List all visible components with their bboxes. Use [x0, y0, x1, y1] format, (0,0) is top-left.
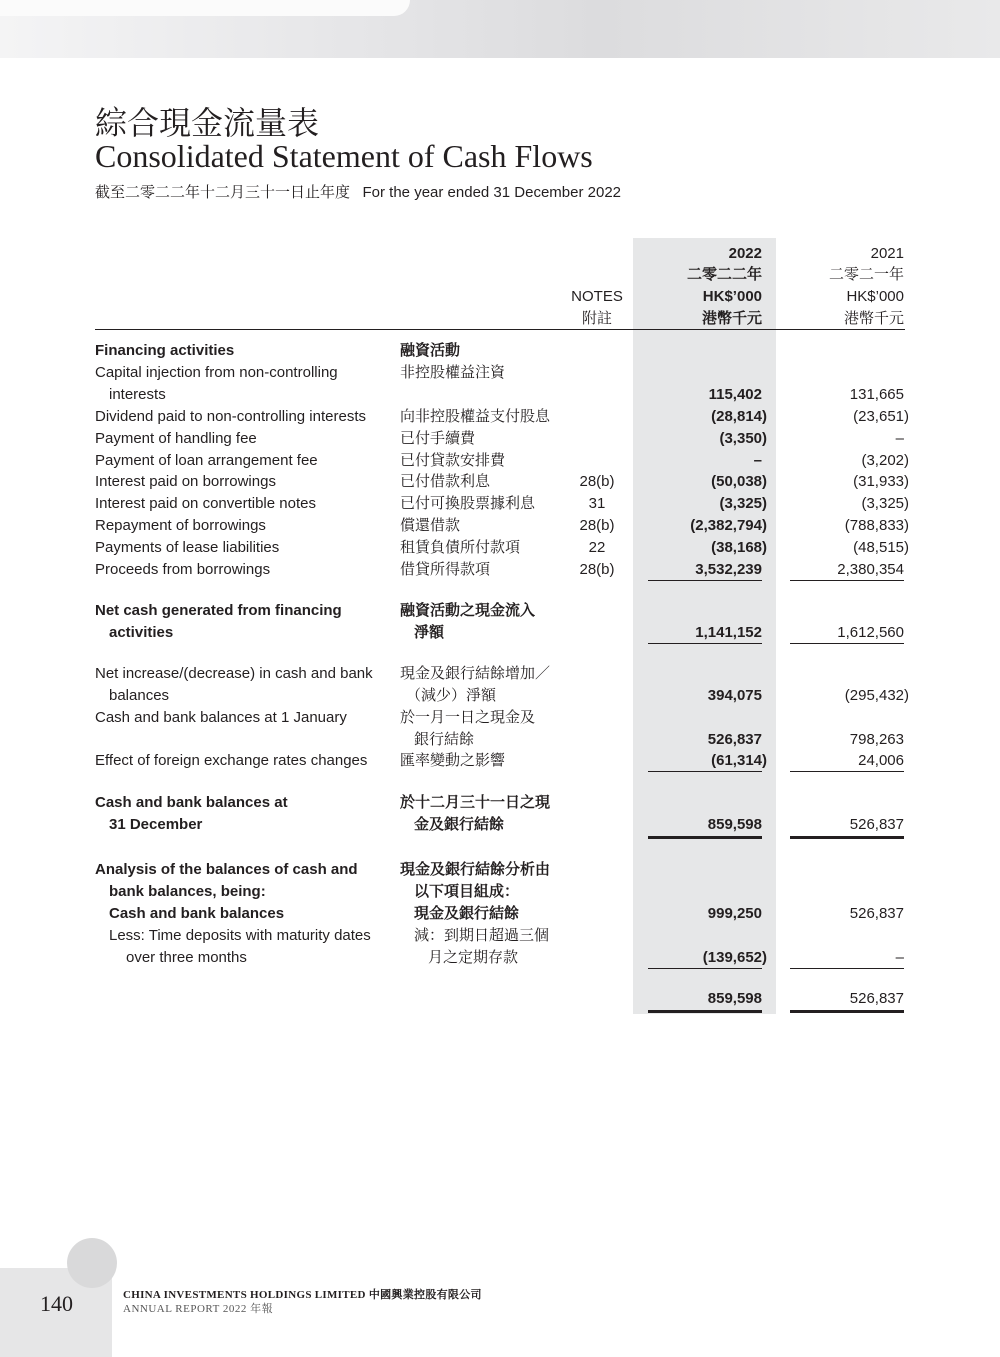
row-value-2021: 526,837 — [849, 905, 904, 922]
row-label-en: activities — [109, 624, 174, 641]
subtotal-rule-2022 — [648, 771, 762, 772]
row-label-en: Net cash generated from financing — [95, 602, 342, 619]
row-value-2022: 999,250 — [707, 905, 762, 922]
footer-company-name: CHINA INVESTMENTS HOLDINGS LIMITED 中國興業控股有限公司 — [123, 1289, 482, 1301]
row-label-zh: 於十二月三十一日之現 — [400, 794, 551, 811]
row-label-zh: 現金及銀行結餘分析由 — [400, 861, 551, 878]
row-value-2022: (2,382,794) — [690, 517, 767, 534]
header-2022-unit-zh: 港幣千元 — [701, 310, 762, 327]
row-value-2021: 131,665 — [849, 386, 904, 403]
row-value-2022: (50,038) — [711, 473, 767, 490]
subtotal-rule-2022 — [648, 968, 762, 969]
header-rule — [95, 329, 905, 330]
row-label-zh: 銀行結餘 — [414, 731, 475, 748]
header-notes-zh: 附註 — [581, 310, 612, 327]
row-value-2021: (3,325) — [861, 495, 909, 512]
row-value-2022: 859,598 — [707, 816, 762, 833]
row-label-zh: 減：到期日超過三個 — [414, 927, 550, 944]
row-note: 28(b) — [579, 473, 615, 490]
row-value-2022: 526,837 — [707, 731, 762, 748]
row-label-en: Cash and bank balances at — [95, 794, 288, 811]
row-label-en: bank balances, being: — [109, 883, 266, 900]
top-decorative-shape — [0, 0, 410, 16]
header-2022-year-zh: 二零二二年 — [686, 266, 762, 283]
row-label-en: Interest paid on convertible notes — [95, 495, 316, 512]
subtotal-rule-2021 — [790, 643, 904, 644]
row-value-2022: – — [753, 452, 762, 469]
row-label-zh: 融資活動 — [400, 342, 461, 359]
row-label-zh: 月之定期存款 — [428, 949, 519, 966]
row-value-2021: (23,651) — [853, 408, 909, 425]
row-label-en: Payment of loan arrangement fee — [95, 452, 318, 469]
header-notes: NOTES — [571, 288, 623, 305]
page-number: 140 — [40, 1291, 73, 1316]
header-2021-unit: HK$’000 — [846, 288, 904, 305]
row-value-2022: 3,532,239 — [695, 561, 762, 578]
subtotal-rule-2022 — [648, 643, 762, 644]
row-label-en: Financing activities — [95, 342, 235, 359]
row-value-2022: (28,814) — [711, 408, 767, 425]
row-value-2022: 115,402 — [708, 386, 762, 403]
row-value-2021: (3,202) — [861, 452, 909, 469]
row-value-2022: 394,075 — [707, 687, 762, 704]
header-2021-year: 2021 — [870, 245, 904, 262]
row-value-2022: (3,325) — [719, 495, 767, 512]
row-value-2022: 859,598 — [707, 990, 762, 1007]
row-value-2021: 798,263 — [849, 731, 904, 748]
row-label-en: Capital injection from non-controlling — [95, 364, 338, 381]
row-label-en: Dividend paid to non-controlling interests — [95, 408, 366, 425]
row-label-zh: 償還借款 — [400, 517, 461, 534]
row-label-en: Payments of lease liabilities — [95, 539, 280, 556]
row-label-zh: 非控股權益注資 — [400, 364, 506, 381]
row-value-2021: (788,833) — [844, 517, 909, 534]
row-label-zh: 現金及銀行結餘 — [414, 905, 520, 922]
row-note: 28(b) — [579, 517, 615, 534]
row-value-2022: (38,168) — [711, 539, 767, 556]
row-label-zh: 匯率變動之影響 — [400, 752, 506, 769]
total-double-rule-2022 — [648, 836, 762, 839]
row-label-en: Proceeds from borrowings — [95, 561, 271, 578]
row-label-en: Effect of foreign exchange rates changes — [95, 752, 368, 769]
row-note: 28(b) — [579, 561, 615, 578]
row-value-2021: 526,837 — [849, 990, 904, 1007]
row-label-en: interests — [109, 386, 166, 403]
row-label-en: Interest paid on borrowings — [95, 473, 276, 490]
row-value-2021: (31,933) — [853, 473, 909, 490]
row-value-2021: (48,515) — [853, 539, 909, 556]
row-value-2021: 1,612,560 — [837, 624, 904, 641]
total-double-rule-2021 — [790, 836, 904, 839]
row-label-zh: 以下項目組成： — [414, 883, 520, 900]
header-2021-unit-zh: 港幣千元 — [843, 310, 904, 327]
subtotal-rule-2021 — [790, 580, 904, 581]
subtotal-rule-2021 — [790, 771, 904, 772]
row-label-zh: 已付可換股票據利息 — [400, 495, 536, 512]
row-label-en: Cash and bank balances at 1 January — [95, 709, 347, 726]
row-label-en: 31 December — [109, 816, 203, 833]
footer-decorative-circle — [67, 1238, 117, 1288]
row-value-2021: 526,837 — [849, 816, 904, 833]
row-label-en: Cash and bank balances — [109, 905, 285, 922]
footer-report-name: ANNUAL REPORT 2022 年報 — [123, 1303, 274, 1315]
subtotal-rule-2021 — [790, 968, 904, 969]
total-double-rule-2022 — [648, 1010, 762, 1013]
row-label-en: Repayment of borrowings — [95, 517, 266, 534]
row-value-2021: 2,380,354 — [837, 561, 904, 578]
header-2022-unit: HK$’000 — [702, 288, 762, 305]
row-label-zh: 於一月一日之現金及 — [400, 709, 536, 726]
row-value-2022: 1,141,152 — [695, 624, 762, 641]
row-label-zh: 現金及銀行結餘增加／ — [400, 665, 551, 682]
row-value-2022: (3,350) — [719, 430, 767, 447]
subtotal-rule-2022 — [648, 580, 762, 581]
row-value-2022: (61,314) — [711, 752, 767, 769]
total-double-rule-2021 — [790, 1010, 904, 1013]
page-subtitle: 截至二零二二年十二月三十一日止年度 For the year ended 31 December 2022 — [95, 184, 621, 201]
row-label-en: Payment of handling fee — [95, 430, 257, 447]
row-label-zh: 已付貸款安排費 — [400, 452, 506, 469]
row-label-en: Less: Time deposits with maturity dates — [109, 927, 371, 944]
page-title-en: Consolidated Statement of Cash Flows — [95, 138, 593, 174]
row-note: 31 — [588, 495, 606, 512]
row-label-zh: 已付借款利息 — [400, 473, 491, 490]
header-2022-year: 2022 — [728, 245, 762, 262]
row-label-en: Net increase/(decrease) in cash and bank — [95, 665, 373, 682]
row-label-en: over three months — [126, 949, 247, 966]
row-value-2021: 24,006 — [858, 752, 904, 769]
row-label-en: Analysis of the balances of cash and — [95, 861, 358, 878]
row-label-en: balances — [109, 687, 170, 704]
row-label-zh: 借貸所得款項 — [400, 561, 491, 578]
row-label-zh: 向非控股權益支付股息 — [400, 408, 551, 425]
row-value-2021: (295,432) — [844, 687, 909, 704]
row-label-zh: （減少）淨額 — [406, 687, 497, 704]
row-label-zh: 租賃負債所付款項 — [400, 539, 521, 556]
row-label-zh: 淨額 — [414, 624, 445, 641]
row-label-zh: 融資活動之現金流入 — [400, 602, 536, 619]
row-value-2021: – — [895, 949, 904, 966]
page-title-zh: 綜合現金流量表 — [95, 104, 320, 142]
row-note: 22 — [588, 539, 606, 556]
row-label-zh: 金及銀行結餘 — [414, 816, 505, 833]
row-label-zh: 已付手續費 — [400, 430, 476, 447]
header-2021-year-zh: 二零二一年 — [828, 266, 904, 283]
row-value-2021: – — [895, 430, 904, 447]
row-value-2022: (139,652) — [702, 949, 767, 966]
